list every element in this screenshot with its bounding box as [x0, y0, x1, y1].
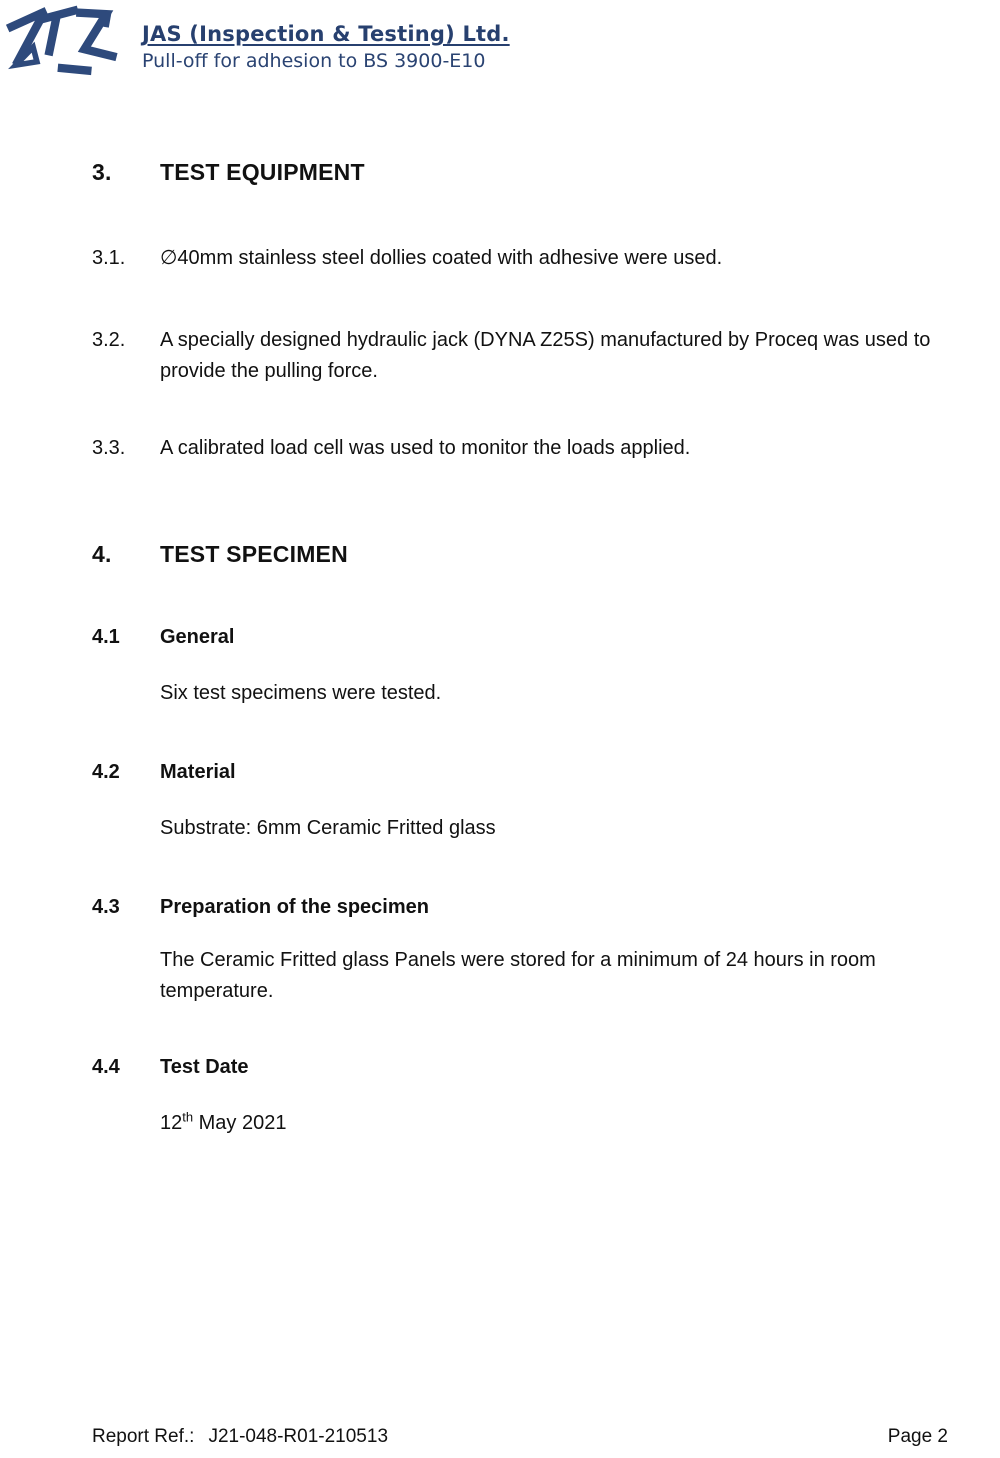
section-number: 3. — [92, 159, 112, 185]
report-ref-value: J21-048-R01-210513 — [208, 1426, 389, 1447]
page-footer — [92, 1426, 948, 1448]
item-3-3 — [92, 433, 960, 464]
section-heading-3 — [92, 158, 960, 186]
subsection-number: 4.2 — [92, 761, 120, 783]
subsection-number: 4.4 — [92, 1056, 120, 1078]
subsection-heading-4-3 — [92, 893, 960, 921]
item-3-1 — [92, 243, 960, 274]
item-3-2 — [92, 325, 960, 387]
subsection-number: 4.1 — [92, 626, 120, 648]
item-number: 3.1. — [92, 247, 126, 269]
section-title: TEST SPECIMEN — [160, 541, 348, 567]
company-subtitle: Pull-off for adhesion to BS 3900-E10 — [142, 50, 486, 73]
item-number: 3.2. — [92, 329, 126, 351]
body-paragraph-4-3: The Ceramic Fritted glass Panels were stored for a minimum of 24 hours in room temperature. — [160, 949, 876, 1002]
subsection-title: General — [160, 626, 235, 648]
item-number: 3.3. — [92, 437, 126, 459]
section-heading-4 — [92, 540, 960, 568]
subsection-number: 4.3 — [92, 896, 120, 918]
page-number: Page 2 — [887, 1426, 948, 1447]
item-text: A specially designed hydraulic jack (DYNA Z25S) manufactured by Proceq was used to provide the pulling force. — [160, 329, 931, 382]
report-ref — [92, 1426, 388, 1448]
subsection-heading-4-1 — [92, 623, 960, 651]
item-text: A calibrated load cell was used to monitor the loads applied. — [160, 437, 691, 459]
test-date-ordinal: th — [182, 1109, 194, 1125]
subsection-heading-4-4 — [92, 1053, 960, 1081]
test-date-value — [160, 1108, 960, 1139]
report-ref-label: Report Ref.: — [92, 1426, 195, 1447]
page-header — [0, 0, 1000, 80]
jas-logo-icon — [0, 4, 138, 80]
company-name: JAS (Inspection & Testing) Ltd. — [142, 22, 510, 46]
subsection-title: Preparation of the specimen — [160, 896, 429, 918]
section-title: TEST EQUIPMENT — [160, 159, 365, 185]
test-date-day: 12 — [160, 1112, 183, 1134]
subsection-title: Material — [160, 761, 236, 783]
header-text-block — [138, 4, 510, 74]
subsection-heading-4-2 — [92, 758, 960, 786]
document-content — [0, 158, 1000, 1139]
subsection-title: Test Date — [160, 1056, 249, 1078]
item-text: ∅40mm stainless steel dollies coated with adhesive were used. — [160, 247, 723, 269]
body-paragraph-4-1: Six test specimens were tested. — [160, 682, 442, 704]
body-paragraph-4-2: Substrate: 6mm Ceramic Fritted glass — [160, 817, 496, 839]
test-date-rest: May 2021 — [193, 1112, 287, 1134]
section-number: 4. — [92, 541, 112, 567]
